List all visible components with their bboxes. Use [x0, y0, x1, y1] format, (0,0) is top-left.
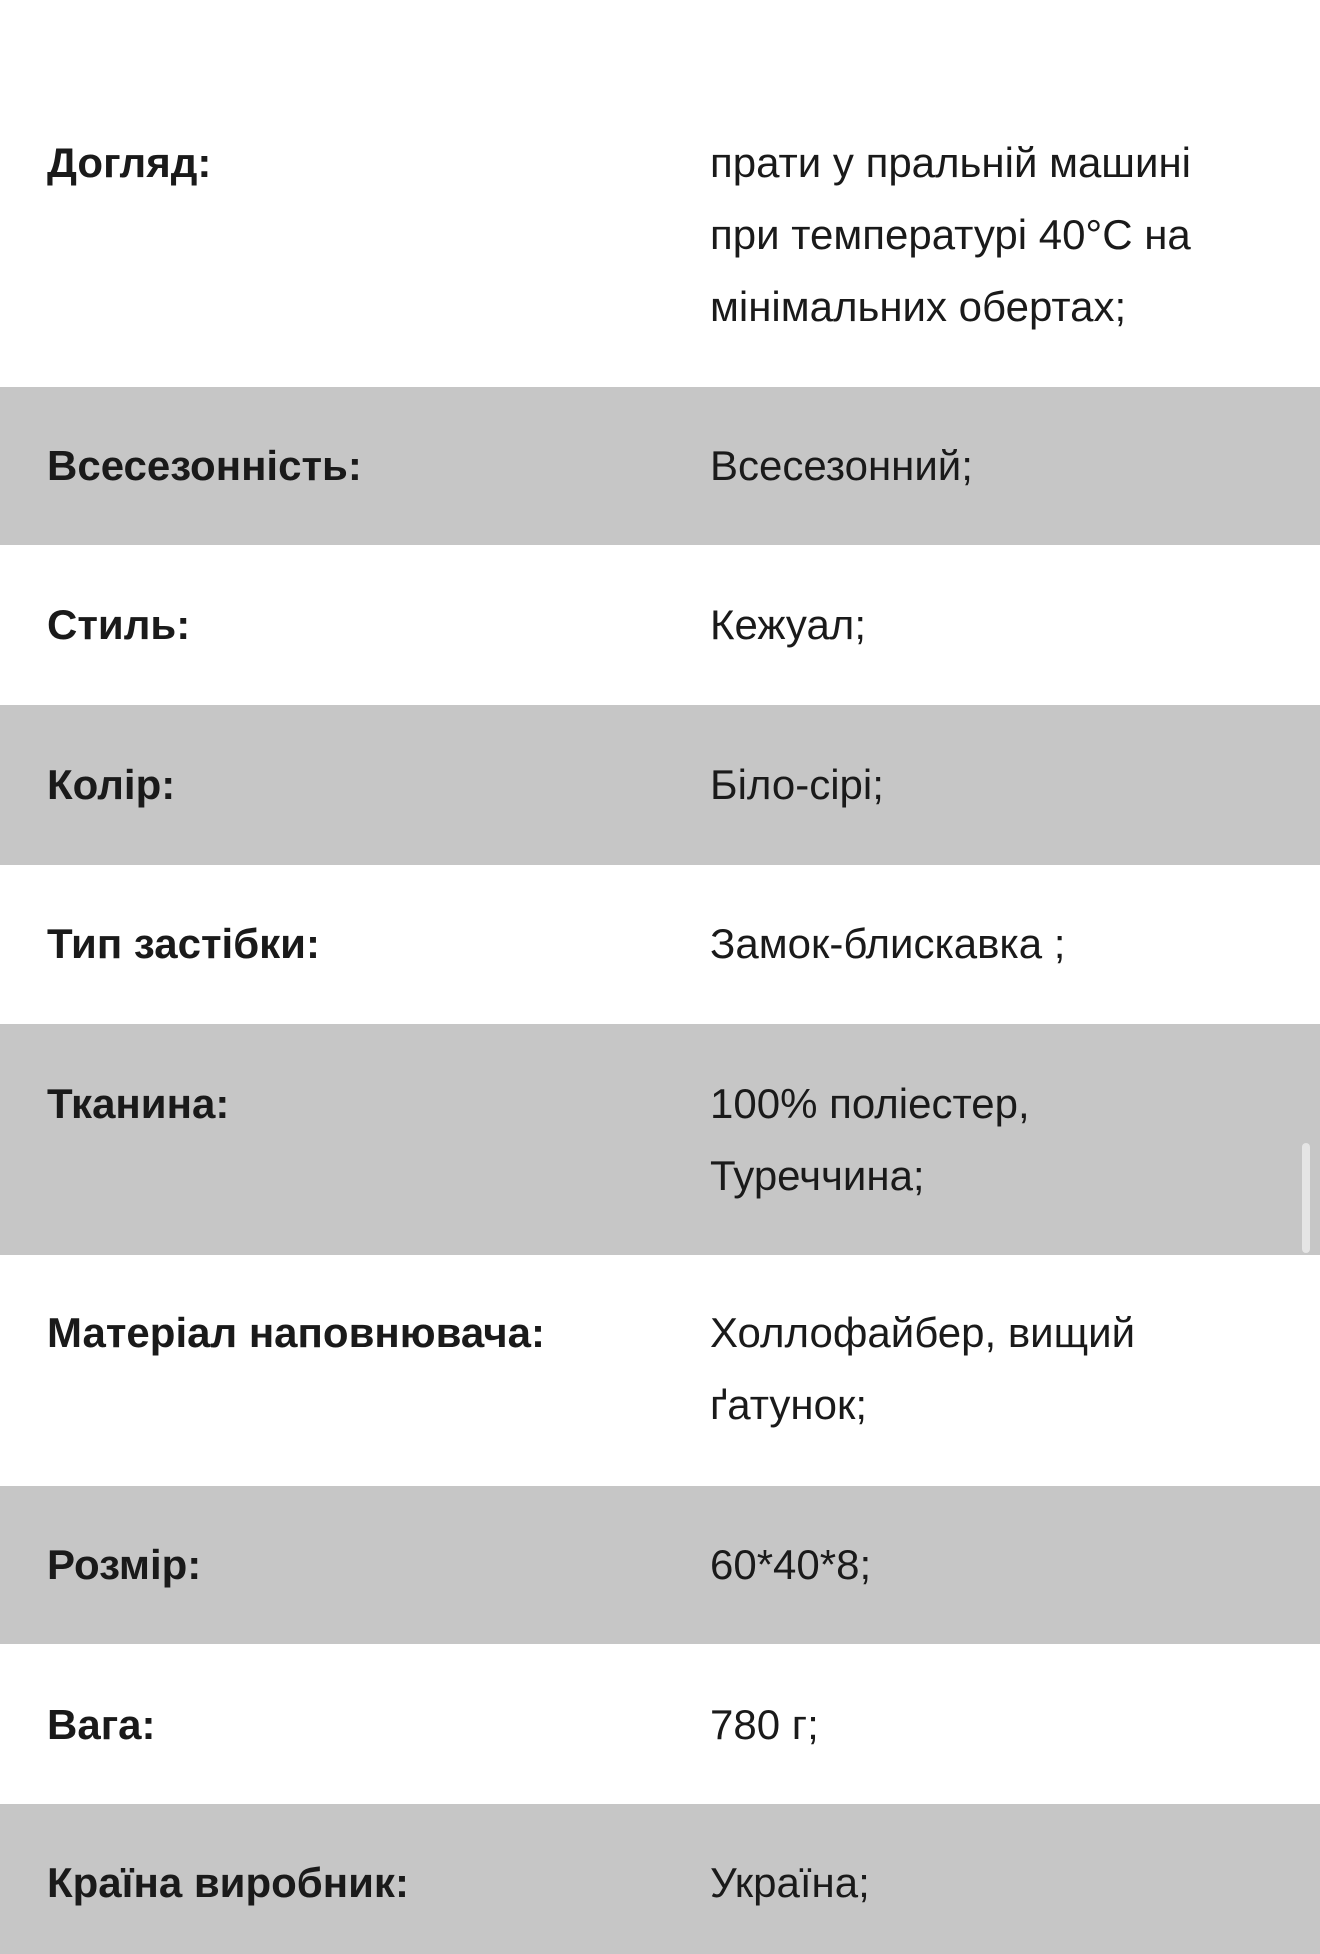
spec-row-filling	[0, 1255, 1320, 1486]
spec-value: 780 г;	[710, 1701, 819, 1748]
spec-row-country	[0, 1804, 1320, 1954]
spec-value: 60*40*8;	[710, 1541, 872, 1588]
spec-row-weight	[0, 1644, 1320, 1804]
spec-value: Замок-блискавка ;	[710, 920, 1066, 967]
spec-label: Тип застібки:	[47, 920, 320, 967]
spec-row-fabric	[0, 1024, 1320, 1255]
spec-row-season	[0, 387, 1320, 545]
spec-row-color	[0, 705, 1320, 865]
spec-label: Колір:	[47, 761, 176, 808]
spec-label: Розмір:	[47, 1541, 202, 1588]
spec-value: Біло-сірі;	[710, 761, 884, 808]
spec-value: 100% поліестер, Туреччина;	[710, 1080, 1030, 1199]
spec-row-care	[0, 0, 1320, 387]
spec-label: Догляд:	[47, 139, 212, 186]
spec-value: Всесезонний;	[710, 442, 973, 489]
spec-row-fastener	[0, 865, 1320, 1024]
spec-label: Всесезонність:	[47, 442, 362, 489]
spec-label: Вага:	[47, 1701, 156, 1748]
spec-value: Україна;	[710, 1859, 870, 1906]
spec-row-size	[0, 1486, 1320, 1644]
spec-value: Холлофайбер, вищий ґатунок;	[710, 1309, 1136, 1428]
spec-value: прати у пральній машині при температурі 40°C на мінімальних обертах;	[710, 139, 1191, 330]
scrollbar-thumb[interactable]	[1302, 1143, 1310, 1253]
spec-label: Країна виробник:	[47, 1859, 409, 1906]
spec-label: Стиль:	[47, 601, 191, 648]
spec-row-style	[0, 545, 1320, 705]
spec-value: Кежуал;	[710, 601, 866, 648]
spec-label: Матеріал наповнювача:	[47, 1309, 545, 1356]
spec-label: Тканина:	[47, 1080, 230, 1127]
